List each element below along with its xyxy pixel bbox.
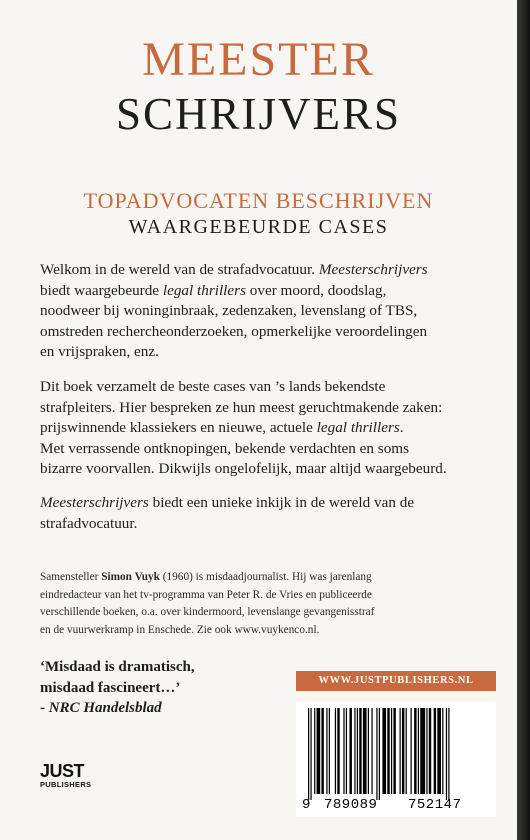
text-run: eindredacteur van het tv-programma van Peter R. de Vries en publiceerde [40, 588, 372, 601]
paragraph2-line [40, 439, 500, 460]
text-run: en de vuurwerkramp in Enschede. Zie ook www.vuykenco.nl. [40, 623, 320, 636]
barcode-bar [437, 708, 441, 794]
text-run: NRC Handelsblad [48, 700, 162, 717]
barcode-bar [410, 708, 411, 794]
text-run: Met verrassende ontknopingen, bekende verdachten en soms [40, 439, 410, 457]
barcode-bar [391, 708, 392, 794]
paragraph1-line [40, 281, 500, 302]
bio-line [40, 622, 510, 640]
press-quote [40, 657, 195, 719]
paragraph3-line [40, 493, 500, 514]
subtitle-line-2: WAARGEBEURDE CASES [128, 216, 389, 238]
paragraph2-line [40, 418, 500, 439]
barcode-bar [359, 708, 361, 794]
barcode-bar [406, 708, 407, 794]
barcode-bar [442, 708, 443, 794]
text-run: noodweer bij woninginbraak, zedenzaken, levenslang of TBS, [40, 302, 418, 320]
text-run: legal thrillers [316, 419, 400, 437]
text-run: Welkom in de wereld van de strafadvocatuur. [40, 261, 319, 278]
isbn-group-2: 752147 [408, 797, 462, 813]
barcode-bar [420, 708, 425, 794]
publisher-url: WWW.JUSTPUBLISHERS.NL [296, 671, 496, 691]
text-run: Dit boek verzamelt de beste cases van ’s lands bekendste [40, 378, 386, 395]
text-run: over moord, doodslag, [245, 281, 387, 299]
bio-line [40, 604, 510, 622]
barcode-bar [308, 708, 309, 800]
barcode-bar [310, 708, 311, 800]
paragraph1-line [40, 322, 500, 343]
barcode-bar [446, 708, 447, 800]
page-edge-shadow [517, 0, 530, 840]
barcode-bar [418, 708, 419, 794]
text-run: . [399, 419, 404, 437]
paragraph2-line [40, 398, 500, 419]
paragraph2-line [40, 377, 500, 398]
subtitle-line-1: TOPADVOCATEN BESCHRIJVEN [83, 188, 434, 213]
closing-paragraph [40, 493, 500, 534]
barcode-bar [414, 708, 416, 794]
barcode-bar [326, 708, 327, 794]
text-run: bizarre voorvallen. Dikwijls ongelofelijk, maar altijd waargebeurd. [40, 460, 447, 478]
barcode-bar [337, 708, 339, 794]
barcode-bar [376, 708, 377, 800]
logo-word-just: JUST [40, 761, 85, 781]
logo-word-publishers: PUBLISHERS [40, 780, 92, 789]
bio-line [40, 569, 510, 587]
intro-paragraph [40, 260, 500, 363]
barcode-bar [402, 708, 404, 794]
paragraph1-line [40, 301, 500, 322]
text-run: biedt waargebeurde [40, 281, 163, 299]
text-run: verschillende boeken, o.a. over kindermoord, levenslange gevangenisstraf [40, 606, 375, 619]
text-run: - [40, 700, 49, 717]
barcode-bar [387, 708, 389, 794]
author-bio [40, 569, 510, 639]
isbn-lead-digit: 9 [302, 797, 311, 813]
barcode-bar [426, 708, 427, 794]
paragraph2-line [40, 459, 500, 480]
text-run: Meesterschrijvers [40, 494, 149, 511]
text-run: omstreden rechercheonderzoeken, opmerkelijke veroordelingen [40, 322, 428, 340]
barcode-bar [393, 708, 395, 794]
bio-line [40, 587, 510, 605]
quote-line [40, 698, 195, 719]
text-run: biedt een unieke inkijk in de wereld van de [148, 494, 415, 511]
barcode-bar [357, 708, 358, 794]
text-run: prijswinnende klassiekers en nieuwe, actuele [40, 419, 317, 437]
barcode-bar [429, 708, 431, 794]
barcode-bar [382, 708, 386, 794]
text-run: en vrijspraken, enz. [40, 343, 159, 361]
text-run: strafadvocatuur. [40, 514, 138, 532]
publisher-logo [40, 762, 120, 790]
title-line-1: MEESTER [142, 33, 375, 86]
barcode-bar [346, 708, 347, 794]
description-paragraph [40, 377, 500, 480]
barcode-bar [314, 708, 315, 794]
paragraph1-line [40, 260, 500, 281]
barcode-bar [349, 708, 351, 794]
barcode-bar [448, 708, 449, 800]
text-run: Simon Vuyk [101, 571, 160, 583]
barcode-bar [354, 708, 355, 794]
isbn-group-1: 789089 [324, 797, 378, 813]
text-run: Meesterschrijvers [318, 261, 428, 278]
text-run: (1960) is misdaadjournalist. Hij was jarenlang [159, 571, 372, 583]
barcode-bar [329, 708, 330, 794]
quote-line [40, 657, 195, 678]
barcode-bar [400, 708, 401, 794]
text-run: strafpleiters. Hier bespreken ze hun meest geruchtmakende zaken: [40, 398, 443, 416]
barcode-bar [363, 708, 367, 794]
barcode-bar [321, 708, 323, 794]
title-line-2: SCHRIJVERS [115, 89, 402, 139]
barcode-bar [317, 708, 321, 794]
text-run: ‘Misdaad is dramatisch, [40, 659, 195, 675]
paragraph3-line [40, 514, 500, 535]
barcode-bar [343, 708, 344, 794]
barcode-bar [335, 708, 336, 794]
text-run: misdaad fascineert…’ [40, 679, 181, 696]
text-run: legal thrillers [162, 281, 246, 299]
paragraph1-line [40, 342, 500, 363]
text-run: Samensteller [40, 571, 102, 583]
barcode-bar [379, 708, 380, 800]
barcode-bar [434, 708, 436, 794]
quote-line [40, 678, 195, 699]
barcode-bar [368, 708, 369, 794]
barcode-bar [371, 708, 372, 794]
